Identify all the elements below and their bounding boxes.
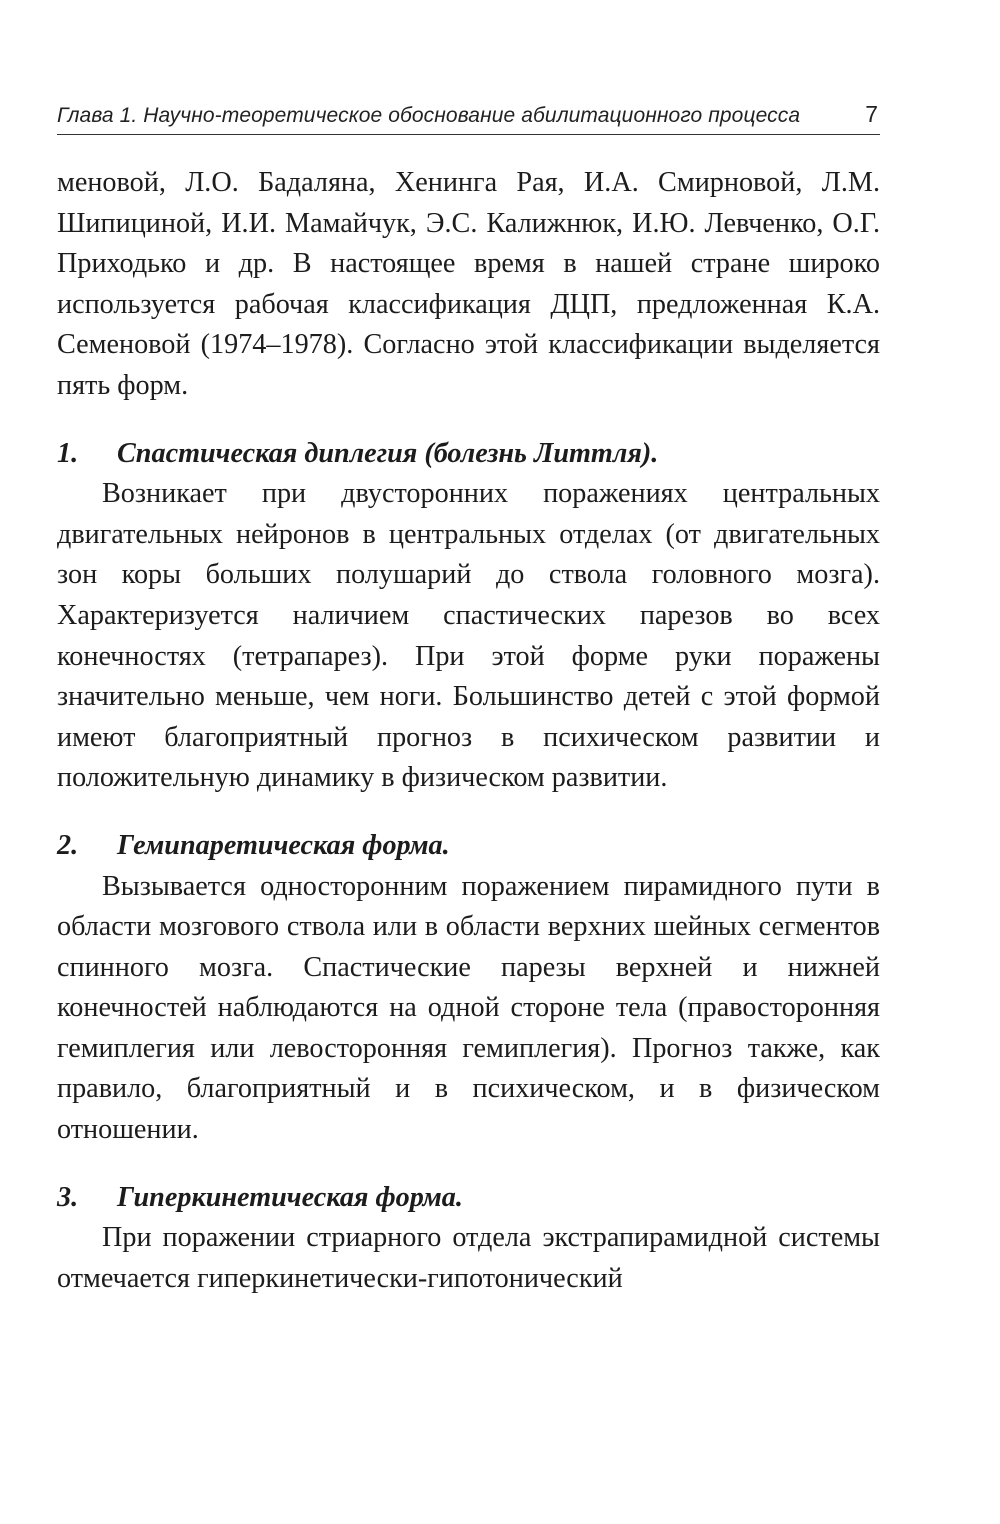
section-title: Гиперкинетическая форма. — [117, 1181, 463, 1213]
running-header — [57, 98, 880, 135]
section-heading-1 — [57, 434, 880, 475]
section-paragraph-1: Возникает при двусторонних поражениях центральных двигательных нейронов в центральных отделах (от двигательных зон коры больших полушарий до ствола головного мозга). Характеризуется наличием спастических парезов во всех конечностях (тетрапарез). При этой форме руки поражены значительно меньше, чем ноги. Большинство детей с этой формой имеют благоприятный прогноз в психическом развитии и положительную динамику в физическом развитии. — [57, 478, 880, 794]
section-paragraph-3: При поражении стриарного отдела экстрапирамидной системы отмечается гиперкинетически-гипотонический — [57, 1222, 880, 1294]
section-paragraph-2: Вызывается односторонним поражением пирамидного пути в области мозгового ствола или в области верхних шейных сегментов спинного мозга. Спастические парезы верхней и нижней конечностей наблюдаются на одной стороне тела (правосторонняя гемиплегия или левосторонняя гемиплегия). Прогноз также, как правило, благоприятный и в психическом, и в физическом отношении. — [57, 870, 880, 1146]
chapter-title: Глава 1. Научно-теоретическое обоснование абилитационного процесса — [57, 104, 801, 127]
section-title: Спастическая диплегия (болезнь Литтля). — [117, 437, 659, 469]
section-heading-3 — [57, 1178, 880, 1219]
section-title: Гемипаретическая форма. — [117, 829, 450, 861]
section-number: 2. — [57, 829, 79, 861]
page-number: 7 — [865, 101, 878, 127]
section-number: 1. — [57, 437, 79, 469]
intro-paragraph: меновой, Л.О. Бадаляна, Хенинга Рая, И.А. Смирновой, Л.М. Шипициной, И.И. Мамайчук, Э.С. Калижнюк, И.Ю. Левченко, О.Г. Приходько и др. В настоящее время в нашей стране широко используется рабочая классификация ДЦП, предложенная К.А. Семеновой (1974–1978). Согласно этой классификации выделяется пять форм. — [57, 167, 880, 401]
section-heading-2 — [57, 826, 880, 867]
section-number: 3. — [57, 1181, 79, 1213]
body-text — [57, 163, 880, 1299]
